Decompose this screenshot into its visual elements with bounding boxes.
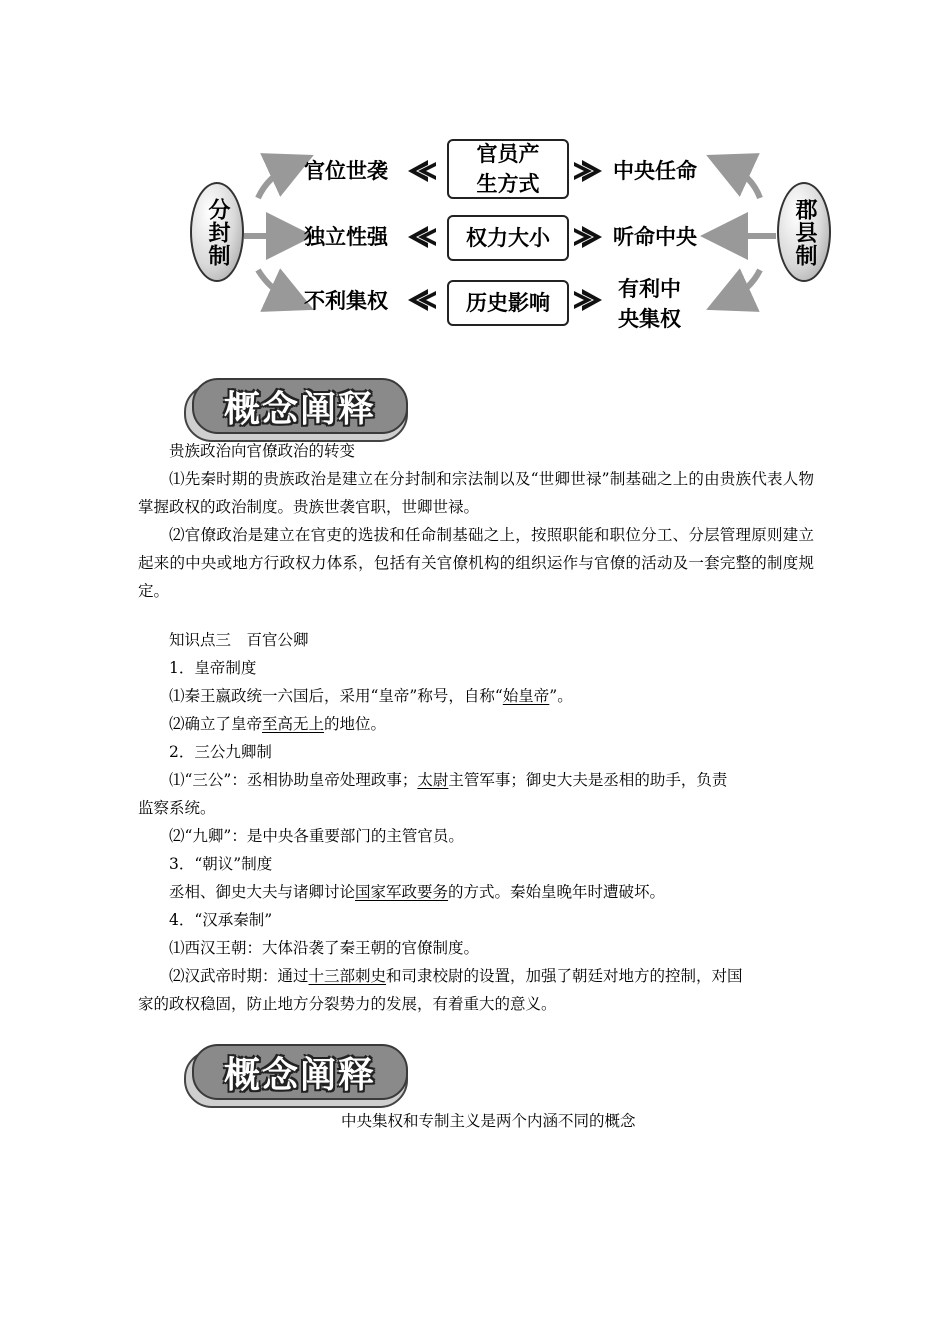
underlined-term: 国家军政要务 — [355, 883, 449, 901]
center-box-label: 历史影响 — [466, 291, 550, 315]
right-oval-label: 郡县制 — [792, 197, 817, 267]
list-item-continuation: 监察系统。 — [138, 799, 216, 817]
center-box-label: 官员产生方式 — [476, 142, 540, 196]
arrow-left-up — [258, 165, 292, 198]
center-box-label: 权力大小 — [466, 226, 550, 250]
center-box-impact — [447, 280, 569, 326]
list-item: ⑴“三公”：丞相协助皇帝处理政事；太尉主管军事；御史大夫是丞相的助手，负责 — [169, 771, 728, 789]
item-heading: 3．“朝议”制度 — [169, 855, 273, 873]
knowledge-point-title: 知识点三 百官公卿 — [169, 631, 309, 649]
item-heading: 2．三公九卿制 — [169, 743, 272, 761]
section-heading: 贵族政治向官僚政治的转变 — [169, 442, 356, 460]
right-label-obey-central: 听命中央 — [613, 225, 697, 249]
list-item-continuation: 家的政权稳固，防止地方分裂势力的发展，有着重大的意义。 — [138, 995, 557, 1013]
item-heading: 4．“汉承秦制” — [169, 911, 273, 929]
concept-banner — [184, 1044, 414, 1106]
arrow-left-down — [258, 270, 292, 300]
right-label-central-appointment: 中央任命 — [613, 159, 697, 183]
left-label-hereditary: 官位世袭 — [304, 159, 388, 183]
list-item: ⑵确立了皇帝至高无上的地位。 — [169, 715, 387, 733]
underlined-term: 始皇帝 — [502, 687, 550, 705]
banner-title: 概念阐释 — [223, 1054, 376, 1096]
left-oval-fenfeng — [190, 182, 244, 282]
list-item: 丞相、御史大夫与诸卿讨论国家军政要务的方式。秦始皇晚年时遭破坏。 — [169, 883, 666, 901]
right-oval-junxian — [777, 182, 831, 282]
left-label-against-centralization: 不利集权 — [304, 289, 388, 313]
arrow-right-up — [728, 165, 760, 198]
underlined-term: 太尉 — [417, 771, 449, 789]
list-item: ⑴秦王嬴政统一六国后，采用“皇帝”称号，自称“始皇帝”。 — [169, 687, 573, 705]
banner-title: 概念阐释 — [223, 388, 376, 430]
paragraph-bureaucratic-politics: ⑵官僚政治是建立在官吏的选拔和任命制基础之上，按照职能和职位分工、分层管理原则建立起来的中央或地方行政权力体系，包括有关官僚机构的组织运作与官僚的活动及一套完整的制度规定。 — [138, 526, 814, 600]
section-caption: 中央集权和专制主义是两个内涵不同的概念 — [341, 1112, 636, 1130]
underlined-term: 至高无上 — [262, 715, 325, 733]
center-box-power — [447, 215, 569, 261]
item-heading: 1．皇帝制度 — [169, 659, 257, 677]
center-box-officials — [447, 139, 569, 199]
double-chevron-left-icons — [408, 160, 436, 311]
left-label-independent: 独立性强 — [304, 225, 388, 249]
double-chevron-right-icons — [574, 160, 602, 311]
concept-diagram — [0, 0, 950, 360]
left-oval-label: 分封制 — [205, 197, 230, 267]
list-item: ⑴西汉王朝：大体沿袭了秦王朝的官僚制度。 — [169, 939, 480, 957]
list-item: ⑵“九卿”：是中央各重要部门的主管官员。 — [169, 827, 464, 845]
underlined-term: 十三部刺史 — [308, 967, 387, 985]
paragraph-aristocratic-politics: ⑴先秦时期的贵族政治是建立在分封制和宗法制以及“世卿世禄”制基础之上的由贵族代表人物掌握政权的政治制度。贵族世袭官职，世卿世禄。 — [138, 470, 814, 516]
concept-banner — [184, 378, 414, 440]
arrow-right-down — [728, 270, 760, 300]
list-item: ⑵汉武帝时期：通过十三部刺史和司隶校尉的设置，加强了朝廷对地方的控制，对国 — [169, 967, 743, 985]
right-label-favor-centralization: 有利中央集权 — [618, 277, 681, 331]
